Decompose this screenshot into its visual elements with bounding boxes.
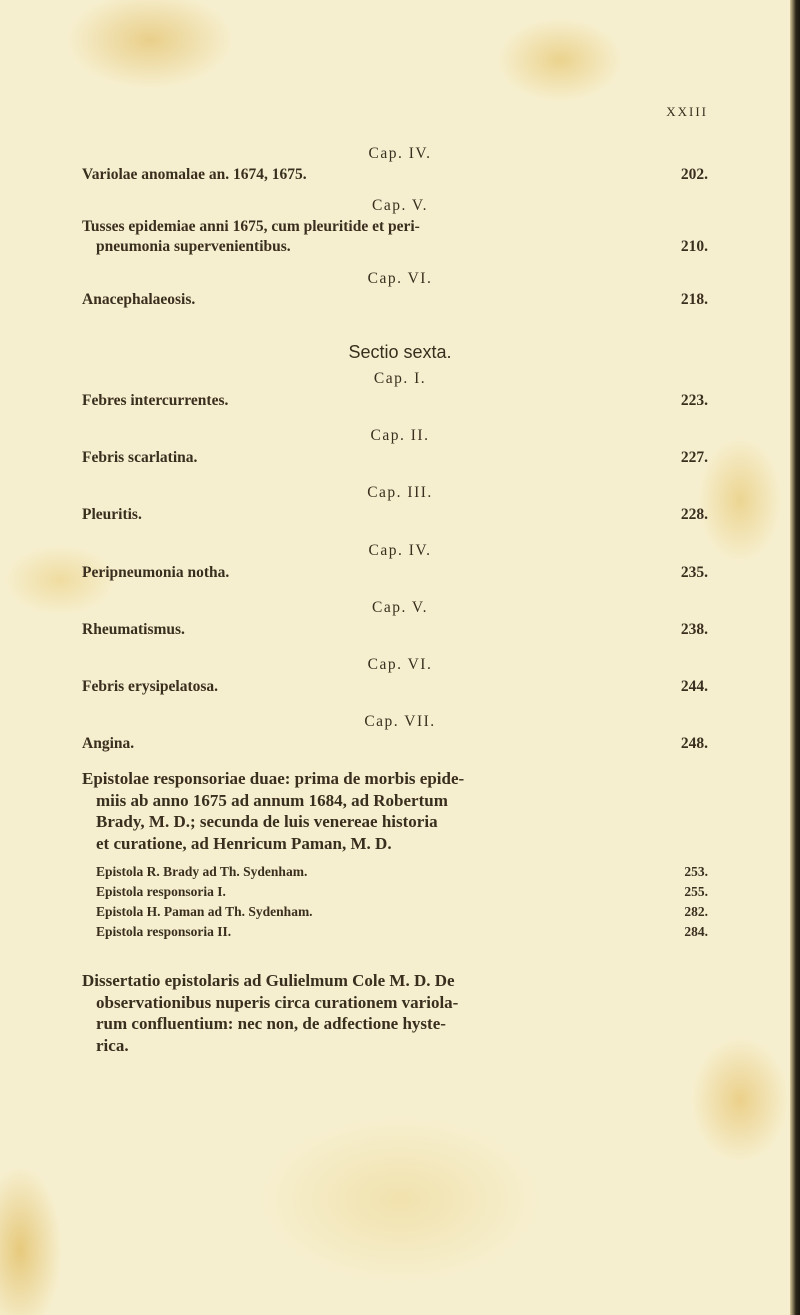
chapter-label: Cap. IV. xyxy=(368,541,432,559)
entry-page: 248. xyxy=(680,735,708,753)
epistola-page: 284. xyxy=(684,924,708,939)
entry-title: Pleuritis. xyxy=(82,506,142,524)
section-title: Sectio sexta. xyxy=(348,342,452,362)
entry-page: 202. xyxy=(680,166,708,183)
entry-title: Variolae anomalae an. 1674, 1675. xyxy=(82,166,307,183)
entry-title: Anacephalaeosis. xyxy=(82,291,196,308)
entry-page: 235. xyxy=(680,563,708,581)
epistola-page: 253. xyxy=(684,864,708,879)
epistola-title: Epistola H. Paman ad Th. Sydenham. xyxy=(96,904,313,919)
entry-page: 223. xyxy=(680,392,708,409)
entry-page: 238. xyxy=(680,620,708,638)
chapter-label: Cap. III. xyxy=(367,484,433,502)
dissertatio-entry xyxy=(82,970,708,1056)
entry-title: Febris scarlatina. xyxy=(82,449,198,467)
chapter-label: Cap. VI. xyxy=(367,656,433,673)
chapter-label: Cap. V. xyxy=(371,197,428,214)
chapter-label: Cap. V. xyxy=(371,598,428,616)
entry-title: Angina. xyxy=(82,735,135,753)
chapter-label: Cap. IV. xyxy=(368,145,432,162)
entry-title: Rheumatismus. xyxy=(82,620,185,638)
epistola-page: 282. xyxy=(684,904,708,919)
dissertatio-line: observationibus nuperis circa curationem variola- xyxy=(96,992,459,1012)
entry-title: pneumonia supervenientibus. xyxy=(96,238,291,255)
dissertatio-line: rica. xyxy=(96,1035,129,1055)
entry-title: Peripneumonia notha. xyxy=(82,563,230,581)
entry-page: 210. xyxy=(680,238,708,255)
chapter-label: Cap. I. xyxy=(373,370,427,387)
chapter-label: Cap. II. xyxy=(370,427,430,445)
entry-page: 227. xyxy=(680,449,708,467)
epistolae-heading xyxy=(82,768,708,854)
entry-page: 218. xyxy=(680,291,708,308)
heading-line: miis ab anno 1675 ad annum 1684, ad Robertum xyxy=(96,790,448,810)
heading-line: Brady, M. D.; secunda de luis venereae historia xyxy=(96,812,438,831)
dissertatio-line: Dissertatio epistolaris ad Gulielmum Cole M. D. De xyxy=(82,971,455,990)
epistola-title: Epistola R. Brady ad Th. Sydenham. xyxy=(96,864,308,879)
epistola-title: Epistola responsoria I. xyxy=(96,884,226,899)
chapter-label: Cap. VI. xyxy=(367,270,433,287)
entry-title: Febris erysipelatosa. xyxy=(82,678,219,695)
chapter-label: Cap. VII. xyxy=(364,713,436,731)
heading-line: et curatione, ad Henricum Paman, M. D. xyxy=(96,833,392,853)
heading-line: Epistolae responsoriae duae: prima de morbis epide- xyxy=(82,769,465,788)
entry-title: Febres intercurrentes. xyxy=(82,392,229,409)
entry-page: 244. xyxy=(680,678,708,695)
epistola-page: 255. xyxy=(684,884,708,899)
epistola-title: Epistola responsoria II. xyxy=(96,924,232,939)
entry-page: 228. xyxy=(680,506,708,524)
dissertatio-line: rum confluentium: nec non, de adfectione hyste- xyxy=(96,1014,446,1033)
entry-title: Tusses epidemiae anni 1675, cum pleuritide et peri- xyxy=(82,218,420,235)
running-head: XXIII xyxy=(666,104,708,119)
